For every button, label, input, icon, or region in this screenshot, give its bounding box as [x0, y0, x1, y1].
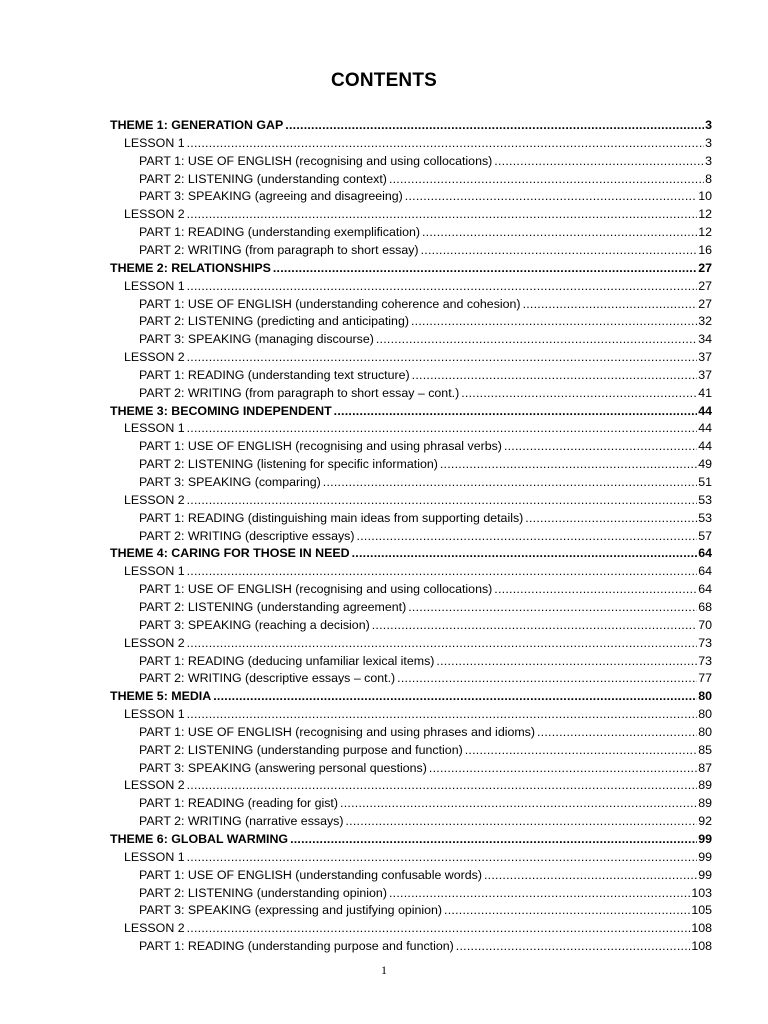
toc-entry-part[interactable] — [139, 794, 712, 812]
toc-entry-page-number: 105 — [691, 903, 712, 918]
toc-entry-lesson[interactable] — [124, 562, 712, 580]
toc-entry-page-number: 70 — [698, 617, 712, 632]
toc-dot-leader — [187, 705, 698, 723]
toc-entry-label: LESSON 2 — [124, 492, 185, 507]
toc-entry-theme[interactable] — [110, 259, 712, 277]
toc-entry-page-number: 89 — [698, 796, 712, 811]
toc-dot-leader — [187, 562, 698, 580]
toc-entry-lesson[interactable] — [124, 919, 712, 937]
toc-dot-leader — [456, 937, 691, 955]
toc-dot-leader — [436, 652, 697, 670]
toc-entry-theme[interactable] — [110, 544, 712, 562]
toc-entry-label: PART 2: WRITING (descriptive essays) — [139, 528, 355, 543]
page-number-footer: 1 — [381, 963, 387, 977]
toc-entry-page-number: 44 — [698, 403, 712, 418]
toc-entry-label: PART 2: LISTENING (understanding opinion) — [139, 885, 387, 900]
toc-entry-page-number: 108 — [691, 921, 712, 936]
toc-entry-page-number: 37 — [698, 350, 712, 365]
toc-entry-label: THEME 4: CARING FOR THOSE IN NEED — [110, 546, 350, 561]
toc-entry-theme[interactable] — [110, 687, 712, 705]
toc-entry-label: THEME 2: RELATIONSHIPS — [110, 260, 271, 275]
toc-entry-label: PART 1: READING (distinguishing main ideas from supporting details) — [139, 510, 524, 525]
toc-entry-theme[interactable] — [110, 830, 712, 848]
toc-entry-page-number: 80 — [698, 724, 712, 739]
toc-dot-leader — [187, 919, 691, 937]
toc-dot-leader — [537, 723, 697, 741]
toc-entry-label: PART 1: READING (understanding purpose and function) — [139, 939, 454, 954]
toc-dot-leader — [411, 312, 697, 330]
toc-entry-page-number: 64 — [698, 564, 712, 579]
toc-dot-leader — [323, 473, 697, 491]
toc-entry-label: PART 1: READING (reading for gist) — [139, 796, 339, 811]
toc-entry-page-number: 27 — [698, 278, 712, 293]
toc-dot-leader — [285, 116, 704, 134]
toc-entry-page-number: 8 — [705, 171, 712, 186]
toc-entry-part[interactable] — [139, 937, 712, 955]
toc-entry-part[interactable] — [139, 741, 712, 759]
toc-entry-label: PART 2: LISTENING (predicting and anticipating) — [139, 314, 409, 329]
toc-entry-part[interactable] — [139, 527, 712, 545]
toc-entry-label: THEME 6: GLOBAL WARMING — [110, 832, 289, 846]
toc-entry-theme[interactable] — [110, 402, 712, 420]
toc-entry-label: PART 1: USE OF ENGLISH (understanding coherence and cohesion) — [139, 296, 521, 311]
toc-entry-label: PART 3: SPEAKING (managing discourse) — [139, 332, 374, 347]
toc-entry-page-number: 108 — [691, 939, 712, 954]
toc-dot-leader — [504, 437, 697, 455]
toc-dot-leader — [444, 901, 690, 919]
toc-entry-page-number: 10 — [698, 189, 712, 204]
toc-dot-leader — [273, 259, 697, 277]
toc-dot-leader — [421, 241, 698, 259]
toc-entry-label: PART 2: LISTENING (understanding context) — [139, 171, 387, 186]
toc-entry-part[interactable] — [139, 509, 712, 527]
toc-entry-page-number: 77 — [698, 671, 712, 686]
toc-entry-page-number: 3 — [705, 153, 712, 168]
toc-entry-label: PART 2: WRITING (narrative essays) — [139, 814, 344, 829]
toc-entry-page-number: 44 — [698, 421, 712, 436]
toc-dot-leader — [465, 741, 697, 759]
toc-entry-page-number: 73 — [698, 653, 712, 668]
toc-entry-label: PART 3: SPEAKING (expressing and justifying opinion) — [139, 903, 443, 918]
toc-entry-page-number: 103 — [691, 885, 712, 900]
toc-entry-label: LESSON 2 — [124, 778, 185, 793]
toc-entry-part[interactable] — [139, 437, 712, 455]
toc-dot-leader — [187, 491, 698, 509]
toc-entry-page-number: 51 — [698, 475, 712, 489]
toc-dot-leader — [422, 223, 697, 241]
toc-entry-lesson[interactable] — [124, 348, 712, 366]
toc-entry-part[interactable] — [139, 901, 712, 919]
toc-entry-page-number: 32 — [698, 314, 712, 329]
toc-dot-leader — [187, 277, 698, 295]
toc-dot-leader — [376, 330, 697, 348]
toc-entry-lesson[interactable] — [124, 277, 712, 295]
toc-entry-lesson[interactable] — [124, 634, 712, 652]
toc-entry-label: PART 1: READING (deducing unfamiliar lexical items) — [139, 653, 435, 668]
toc-entry-part[interactable] — [139, 759, 712, 777]
toc-entry-label: PART 3: SPEAKING (reaching a decision) — [139, 617, 370, 632]
toc-entry-lesson[interactable] — [124, 705, 712, 723]
toc-entry-part[interactable] — [139, 295, 712, 313]
toc-entry-part[interactable] — [139, 598, 712, 616]
toc-entry-page-number: 92 — [698, 814, 712, 829]
toc-entry-label: LESSON 1 — [124, 135, 185, 150]
toc-entry-label: PART 1: READING (understanding exemplification) — [139, 225, 420, 240]
toc-entry-label: PART 2: LISTENING (understanding purpose and function) — [139, 742, 463, 757]
toc-entry-label: LESSON 2 — [124, 921, 185, 936]
toc-entry-label: PART 2: LISTENING (understanding agreement) — [139, 599, 407, 614]
toc-dot-leader — [357, 527, 698, 545]
toc-entry-lesson[interactable] — [124, 848, 712, 866]
toc-entry-page-number: 16 — [698, 242, 712, 257]
toc-entry-page-number: 53 — [698, 510, 712, 525]
toc-entry-label: LESSON 1 — [124, 707, 185, 722]
toc-entry-label: LESSON 1 — [124, 564, 185, 579]
toc-entry-label: LESSON 1 — [124, 421, 185, 436]
toc-entry-part[interactable] — [139, 330, 712, 348]
toc-entry-part[interactable] — [139, 473, 712, 491]
toc-entry-page-number: 64 — [698, 582, 712, 597]
toc-dot-leader — [389, 170, 704, 188]
toc-entry-part[interactable] — [139, 652, 712, 670]
toc-dot-leader — [494, 580, 697, 598]
toc-entry-part[interactable] — [139, 312, 712, 330]
toc-entry-label: PART 3: SPEAKING (answering personal questions) — [139, 760, 427, 775]
toc-dot-leader — [461, 384, 697, 402]
toc-dot-leader — [340, 794, 697, 812]
toc-entry-label: PART 1: USE OF ENGLISH (understanding confusable words) — [139, 867, 482, 882]
toc-dot-leader — [494, 152, 704, 170]
toc-dot-leader — [484, 866, 697, 884]
toc-dot-leader — [187, 848, 698, 866]
toc-entry-page-number: 41 — [698, 385, 712, 400]
toc-entry-part[interactable] — [139, 384, 712, 402]
toc-entry-lesson[interactable] — [124, 205, 712, 223]
toc-entry-page-number: 85 — [698, 742, 712, 757]
toc-entry-part[interactable] — [139, 152, 712, 170]
toc-entry-lesson[interactable] — [124, 776, 712, 794]
toc-dot-leader — [346, 812, 698, 830]
toc-entry-label: PART 1: USE OF ENGLISH (recognising and using collocations) — [139, 582, 493, 597]
toc-entry-lesson[interactable] — [124, 491, 712, 509]
toc-entry-page-number: 64 — [698, 546, 712, 561]
toc-dot-leader — [372, 616, 697, 634]
toc-entry-page-number: 68 — [698, 599, 712, 614]
toc-dot-leader — [405, 187, 697, 205]
page-title: CONTENTS — [330, 70, 438, 91]
toc-entry-label: THEME 1: GENERATION GAP — [110, 118, 284, 132]
toc-entry-page-number: 3 — [705, 135, 712, 150]
toc-entry-label: PART 1: USE OF ENGLISH (recognising and using collocations) — [139, 153, 493, 168]
toc-entry-lesson[interactable] — [124, 134, 712, 152]
toc-dot-leader — [429, 759, 697, 777]
toc-entry-page-number: 99 — [698, 832, 712, 846]
toc-entry-page-number: 44 — [698, 439, 712, 454]
toc-entry-label: PART 3: SPEAKING (comparing) — [139, 475, 321, 489]
toc-entry-label: PART 1: READING (understanding text structure) — [139, 367, 410, 382]
toc-dot-leader — [525, 509, 697, 527]
toc-entry-label: LESSON 2 — [124, 207, 185, 222]
toc-dot-leader — [187, 205, 698, 223]
toc-entry-page-number: 12 — [698, 207, 712, 222]
toc-entry-label: PART 2: WRITING (from paragraph to short essay – cont.) — [139, 385, 460, 400]
toc-dot-leader — [412, 366, 698, 384]
toc-dot-leader — [187, 419, 698, 437]
toc-entry-part[interactable] — [139, 812, 712, 830]
toc-entry-label: THEME 3: BECOMING INDEPENDENT — [110, 403, 332, 418]
toc-entry-page-number: 73 — [698, 635, 712, 650]
toc-entry-label: PART 2: WRITING (from paragraph to short essay) — [139, 242, 419, 257]
toc-entry-part[interactable] — [139, 580, 712, 598]
toc-entry-part[interactable] — [139, 366, 712, 384]
toc-entry-page-number: 80 — [698, 707, 712, 722]
toc-entry-theme[interactable] — [110, 116, 712, 134]
toc-dot-leader — [187, 634, 698, 652]
toc-entry-part[interactable] — [139, 866, 712, 884]
toc-dot-leader — [187, 348, 698, 366]
toc-entry-label: LESSON 1 — [124, 278, 185, 293]
toc-entry-page-number: 53 — [698, 492, 712, 507]
toc-entry-label: PART 1: USE OF ENGLISH (recognising and using phrasal verbs) — [139, 439, 502, 454]
toc-entry-label: PART 2: LISTENING (listening for specific information) — [139, 457, 438, 472]
toc-entry-page-number: 57 — [698, 528, 712, 543]
toc-entry-label: PART 1: USE OF ENGLISH (recognising and using phrases and idioms) — [139, 724, 535, 739]
toc-entry-part[interactable] — [139, 455, 712, 473]
toc-entry-page-number: 12 — [698, 225, 712, 240]
toc-entry-part[interactable] — [139, 241, 712, 259]
toc-entry-page-number: 99 — [698, 849, 712, 864]
toc-entry-part[interactable] — [139, 723, 712, 741]
toc-dot-leader — [408, 598, 697, 616]
toc-entry-page-number: 99 — [698, 867, 712, 882]
toc-entry-part[interactable] — [139, 170, 712, 188]
toc-entry-page-number: 37 — [698, 367, 712, 382]
toc-entry-part[interactable] — [139, 223, 712, 241]
toc-dot-leader — [213, 687, 697, 705]
toc-entry-page-number: 89 — [698, 778, 712, 793]
toc-entry-label: LESSON 2 — [124, 350, 185, 365]
toc-entry-label: THEME 5: MEDIA — [110, 689, 212, 704]
toc-entry-part[interactable] — [139, 884, 712, 902]
toc-dot-leader — [352, 544, 698, 562]
toc-entry-label: LESSON 1 — [124, 849, 185, 864]
toc-entry-lesson[interactable] — [124, 419, 712, 437]
toc-entry-label: LESSON 2 — [124, 635, 185, 650]
toc-dot-leader — [440, 455, 697, 473]
toc-dot-leader — [290, 830, 697, 848]
toc-dot-leader — [187, 134, 704, 152]
toc-dot-leader — [389, 884, 690, 902]
toc-entry-page-number: 27 — [698, 260, 712, 275]
toc-entry-page-number: 34 — [698, 332, 712, 347]
toc-entry-page-number: 80 — [698, 689, 712, 704]
toc-entry-part[interactable] — [139, 187, 712, 205]
toc-entry-page-number: 49 — [698, 457, 712, 472]
toc-entry-page-number: 87 — [698, 760, 712, 775]
toc-dot-leader — [187, 776, 698, 794]
toc-entry-part[interactable] — [139, 669, 712, 687]
toc-entry-page-number: 27 — [698, 296, 712, 311]
toc-dot-leader — [334, 402, 698, 420]
toc-dot-leader — [397, 669, 697, 687]
toc-entry-page-number: 3 — [705, 118, 712, 132]
toc-entry-label: PART 2: WRITING (descriptive essays – cont.) — [139, 671, 396, 686]
toc-entry-label: PART 3: SPEAKING (agreeing and disagreeing) — [139, 189, 403, 204]
toc-entry-part[interactable] — [139, 616, 712, 634]
toc-dot-leader — [523, 295, 698, 313]
